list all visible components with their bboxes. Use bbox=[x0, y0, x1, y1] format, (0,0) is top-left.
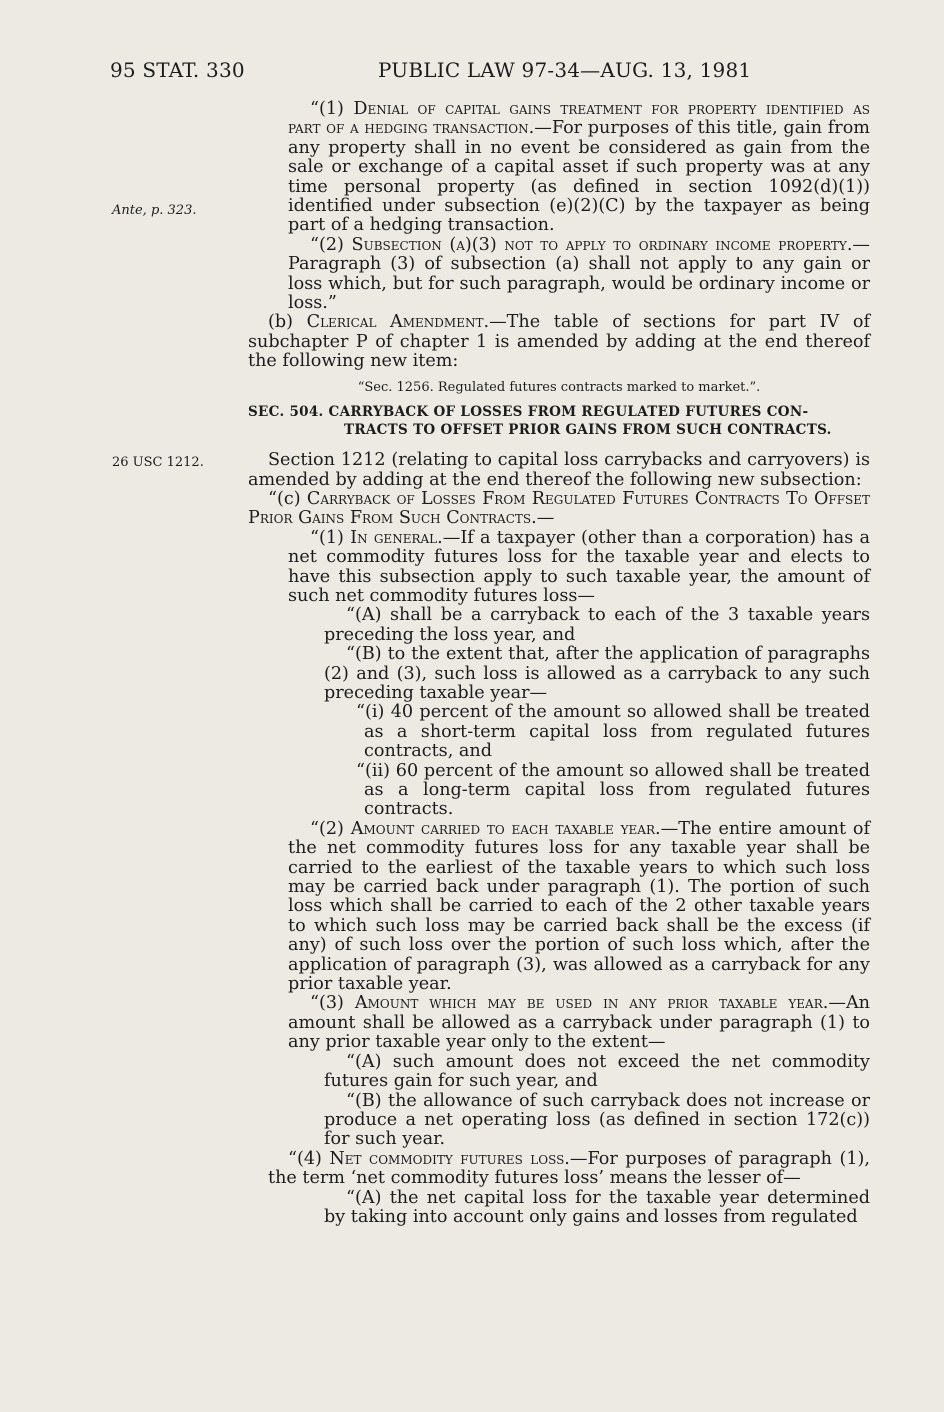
para-text: — bbox=[536, 508, 555, 529]
para-text: —An amount shall be allowed as a carryback under paragraph (1) to any prior taxable year only to the extent— bbox=[288, 993, 870, 1053]
para-lead: “(4) bbox=[288, 1148, 330, 1169]
para-heading: Amount which may be used in any prior taxable year. bbox=[354, 993, 829, 1014]
paragraph-c3 bbox=[248, 994, 870, 1052]
para-heading: Amount carried to each taxable year. bbox=[350, 818, 661, 839]
paragraph-c4 bbox=[248, 1150, 870, 1189]
para-heading: In general. bbox=[350, 527, 443, 548]
para-heading: Clerical Amendment. bbox=[306, 312, 490, 333]
margin-note-usc: 26 USC 1212. bbox=[112, 455, 204, 470]
clerical-amendment bbox=[248, 313, 870, 371]
para-lead: (b) bbox=[268, 312, 307, 333]
para-text: —The table of sections for part IV of subchapter P of chapter 1 is amended by adding at the end thereof the following new item: bbox=[248, 312, 870, 372]
paragraph-c3-B: “(B) the allowance of such carryback does not increase or produce a net operating loss (as defined in section 172(c)) for such year. bbox=[324, 1090, 870, 1150]
new-table-item: “Sec. 1256. Regulated futures contracts marked to market.”. bbox=[357, 379, 761, 395]
paragraph-c4-A: “(A) the net capital loss for the taxable year determined by taking into account only gains and losses from regulated bbox=[324, 1187, 870, 1227]
stat-page-header: 95 STAT. 330 bbox=[110, 58, 245, 82]
para-lead: “(3) bbox=[310, 993, 355, 1014]
section-intro: Section 1212 (relating to capital loss carrybacks and carryovers) is amended by adding at the end thereof the following new subsection: bbox=[248, 450, 870, 490]
public-law-header: PUBLIC LAW 97-34—AUG. 13, 1981 bbox=[378, 58, 752, 82]
para-lead: “(2) bbox=[310, 234, 352, 255]
para-text: —For purposes of paragraph (1), the term ‘net commodity futures loss’ means the lesser of— bbox=[268, 1148, 870, 1189]
paragraph-c1-B-ii: “(ii) 60 percent of the amount so allowed shall be treated as a long-term capital loss from regulated futures contracts. bbox=[356, 760, 870, 820]
para-text: —Paragraph (3) of subsection (a) shall not apply to any gain or loss which, but for such paragraph, would be ordinary income or loss.” bbox=[288, 234, 871, 314]
section-heading bbox=[248, 403, 870, 439]
para-lead: “(2) bbox=[310, 818, 351, 839]
margin-note-ante: Ante, p. 323. bbox=[112, 203, 197, 218]
paragraph-c1 bbox=[248, 529, 870, 607]
paragraph-c2 bbox=[248, 820, 870, 995]
para-text: —The entire amount of the net commodity futures loss for any taxable year shall be carried to the earliest of the taxable years to which such loss may be carried back under paragraph (1). The portion of such loss which shall be carried to each of the 2 other taxable years to which such loss may be carried back shall be the excess (if any) of such loss over the portion of such loss which, after the application of paragraph (3), was allowed as a carryback for any prior taxable year. bbox=[288, 818, 870, 995]
section-heading-line1: SEC. 504. CARRYBACK OF LOSSES FROM REGULATED FUTURES CON- bbox=[248, 404, 809, 421]
para-lead: “(c) bbox=[268, 488, 307, 509]
para-heading: Carryback of Losses From Regulated Futures Contracts To Offset Prior Gains From Such Contracts. bbox=[248, 488, 871, 529]
section-heading-line2: TRACTS TO OFFSET PRIOR GAINS FROM SUCH CONTRACTS. bbox=[344, 422, 832, 439]
paragraph-1 bbox=[248, 100, 870, 236]
para-heading: Denial of capital gains treatment for property identified as part of a hedging transaction. bbox=[288, 99, 871, 139]
para-heading: Subsection (a)(3) not to apply to ordinary income property. bbox=[351, 234, 853, 255]
para-lead: “(1) bbox=[310, 527, 351, 548]
paragraph-c1-B: “(B) to the extent that, after the application of paragraphs (2) and (3), such loss is allowed as a carryback to any such preceding taxable year— bbox=[324, 644, 870, 703]
para-text: —For purposes of this title, gain from any property shall in no event be considered as gain from the sale or exchange of a capital asset if such property was at any time personal property (as defined in section 1092(d)(1)) identified under subsection (e)(2)(C) by the taxpayer as being part of a hedging transaction. bbox=[288, 118, 870, 236]
para-heading: Net commodity futures loss. bbox=[329, 1148, 570, 1169]
paragraph-2 bbox=[248, 236, 870, 314]
subsection-c bbox=[248, 490, 870, 529]
para-text: —If a taxpayer (other than a corporation) has a net commodity futures loss for the taxable year and elects to have this subsection apply to such taxable year, the amount of such net commodity futures loss— bbox=[288, 527, 870, 606]
paragraph-c1-B-i: “(i) 40 percent of the amount so allowed shall be treated as a short-term capital loss from regulated futures contracts, and bbox=[356, 702, 870, 762]
paragraph-c1-A: “(A) shall be a carryback to each of the 3 taxable years preceding the loss year, and bbox=[324, 605, 870, 645]
para-lead: “(1) bbox=[310, 99, 354, 119]
paragraph-c3-A: “(A) such amount does not exceed the net commodity futures gain for such year, and bbox=[324, 1051, 870, 1092]
document-body bbox=[248, 100, 870, 1227]
